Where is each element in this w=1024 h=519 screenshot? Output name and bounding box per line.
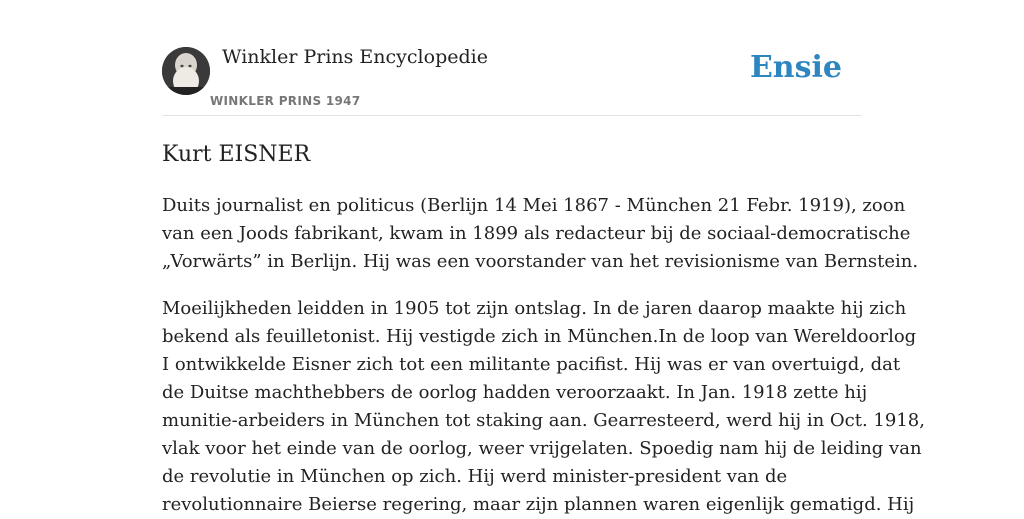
text-line: van een Joods fabrikant, kwam in 1899 als redacteur bij de sociaal-democratische [162,223,911,244]
site-name[interactable]: Winkler Prins Encyclopedie [222,46,488,68]
brand-logo[interactable]: Ensie [749,50,842,85]
text-line: „Vorwärts” in Berlijn. Hij was een voorstander van het revisionisme van Bernstein. [162,251,919,272]
article-body [162,192,925,519]
article-title: Kurt EISNER [162,142,311,167]
text-line: de revolutie in München op zich. Hij werd minister-president van de [162,466,788,487]
portrait-avatar-icon[interactable] [162,47,210,95]
text-line: vlak voor het einde van de oorlog, weer vrijgelaten. Spoedig nam hij de leiding van [162,438,922,459]
collection-label[interactable]: WINKLER PRINS 1947 [210,94,361,108]
text-line: bekend als feuilletonist. Hij vestigde zich in München.In de loop van Wereldoorlog [162,326,917,347]
text-line: de Duitse machthebbers de oorlog hadden veroorzaakt. In Jan. 1918 zette hij [162,382,868,403]
article-page [162,0,925,515]
paragraph [162,192,919,276]
page-header [162,0,862,116]
paragraph [162,295,925,519]
text-line: I ontwikkelde Eisner zich tot een militante pacifist. Hij was er van overtuigd, dat [162,354,901,375]
text-line: Duits journalist en politicus (Berlijn 14 Mei 1867 - München 21 Febr. 1919), zoon [162,195,906,216]
text-line: revolutionnaire Beierse regering, maar zijn plannen waren eigenlijk gematigd. Hij [162,494,915,515]
text-line: Moeilijkheden leidden in 1905 tot zijn ontslag. In de jaren daarop maakte hij zich [162,298,907,319]
text-line: munitie-arbeiders in München tot staking aan. Gearresteerd, werd hij in Oct. 1918, [162,410,925,431]
